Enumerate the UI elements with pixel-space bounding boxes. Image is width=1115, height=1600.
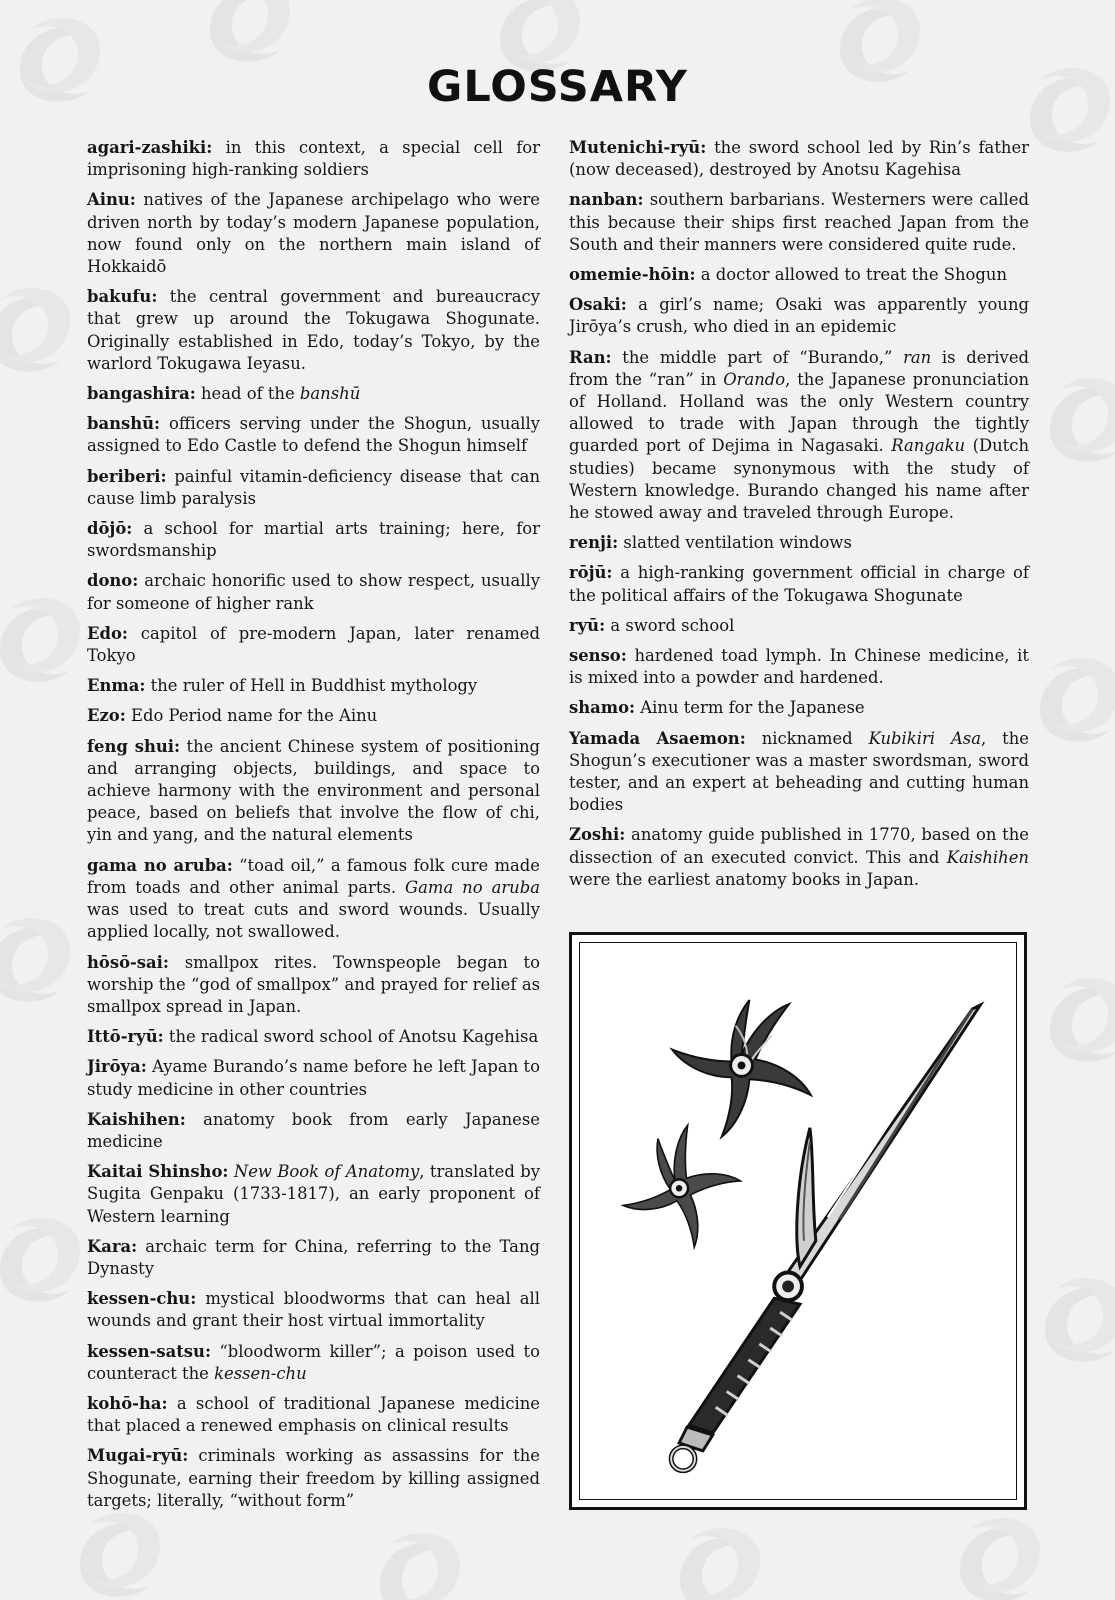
glossary-definition: a doctor allowed to treat the Shogun <box>695 265 1008 285</box>
glossary-term: Ainu: <box>87 190 136 210</box>
glossary-term: shamo: <box>569 698 636 718</box>
glossary-entry <box>569 562 1029 606</box>
glossary-term: Ittō-ryū: <box>87 1027 164 1047</box>
illustration-frame <box>579 942 1017 1500</box>
glossary-entry <box>569 189 1029 256</box>
glossary-term: nanban: <box>569 190 644 210</box>
glossary-definition: a sword school <box>605 615 735 635</box>
glossary-entry <box>87 1056 540 1100</box>
glossary-entry <box>87 1288 540 1332</box>
glossary-definition: , the Japanese pronunciation of Holland. Holland was the only Western country allowed to trade with Japan through the tightly guarded port of Dejima in Nagasaki. <box>569 369 1029 456</box>
glossary-term: ryū: <box>569 615 606 635</box>
glossary-entry <box>87 518 540 562</box>
glossary-definition: (Dutch studies) became synonymous with the study of Western knowledge. Burando changed his name after he stowed away and traveled through Europe. <box>569 436 1030 523</box>
glossary-definition: Ayame Burando’s name before he left Japan to study medicine in other countries <box>87 1057 540 1099</box>
glossary-definition: the ancient Chinese system of positioning and arranging objects, buildings, and space to achieve harmony with the environment and personal peace, based on beliefs that involve the flow of chi, yin and yang, and the natural elements <box>87 736 540 845</box>
glossary-definition: southern barbarians. Westerners were called this because their ships first reached Japan from the South and their manners were considered quite rude. <box>569 190 1029 254</box>
glossary-definition: natives of the Japanese archipelago who were driven north by today’s modern Japanese population, now found only on the northern main island of Hokkaidō <box>87 190 540 277</box>
glossary-term: banshū: <box>87 414 161 434</box>
glossary-definition: anatomy guide published in 1770, based on the dissection of an executed convict. This and <box>569 825 1029 867</box>
glossary-definition: officers serving under the Shogun, usually assigned to Edo Castle to defend the Shogun himself <box>87 414 540 456</box>
glossary-term: Jirōya: <box>87 1057 147 1077</box>
glossary-definition: the radical sword school of Anotsu Kagehisa <box>163 1027 539 1047</box>
glossary-definition: capitol of pre-modern Japan, later renamed Tokyo <box>87 623 540 666</box>
glossary-entry <box>87 1341 540 1385</box>
glossary-definition: Ainu term for the Japanese <box>635 698 865 718</box>
glossary-entry <box>569 615 1029 637</box>
glossary-column-right <box>569 137 1029 899</box>
glossary-term: bangashira: <box>87 384 196 404</box>
glossary-entry <box>87 736 540 847</box>
glossary-term: kessen-chu: <box>87 1289 197 1309</box>
glossary-entry <box>569 294 1029 338</box>
glossary-term: renji: <box>569 533 619 553</box>
glossary-definition: a school of traditional Japanese medicine that placed a renewed emphasis on clinical results <box>87 1393 540 1436</box>
glossary-definition: the middle part of “Burando,” <box>611 347 904 367</box>
glossary-entry <box>569 697 1029 719</box>
glossary-definition: painful vitamin-deficiency disease that can cause limb paralysis <box>87 466 540 508</box>
glossary-entry <box>87 675 540 697</box>
glossary-entry <box>87 383 540 405</box>
glossary-term: bakufu: <box>87 287 158 307</box>
glossary-entry <box>87 705 540 727</box>
glossary-term: Ezo: <box>87 706 126 726</box>
glossary-definition: the sword school led by Rin’s father (now deceased), destroyed by Anotsu Kagehisa <box>569 138 1029 180</box>
glossary-term: Yamada Asaemon: <box>569 728 746 748</box>
glossary-entry <box>87 1109 540 1153</box>
glossary-term: beriberi: <box>87 466 167 486</box>
glossary-definition: “toad oil,” a famous folk cure made from toads and other animal parts. <box>87 855 540 897</box>
glossary-term: feng shui: <box>87 736 181 756</box>
glossary-definition: Kaishihen <box>946 847 1029 867</box>
glossary-entry <box>87 1393 540 1437</box>
glossary-term: kohō-ha: <box>87 1393 168 1413</box>
glossary-definition: anatomy book from early Japanese medicine <box>87 1109 540 1151</box>
glossary-entry <box>87 466 540 510</box>
glossary-definition: banshū <box>299 384 361 404</box>
glossary-term: Mugai-ryū: <box>87 1446 189 1466</box>
glossary-term: Zoshi: <box>569 825 626 845</box>
glossary-definition: kessen-chu <box>214 1363 307 1383</box>
glossary-definition: nicknamed <box>745 728 869 748</box>
glossary-entry <box>87 623 540 667</box>
glossary-entry <box>569 645 1029 689</box>
glossary-definition: is derived from the “ran” in <box>569 347 1030 389</box>
glossary-entry <box>569 137 1029 181</box>
glossary-definition: Orando <box>723 369 786 389</box>
glossary-term: rōjū: <box>569 563 613 583</box>
glossary-term: agari-zashiki: <box>87 138 213 157</box>
glossary-entry <box>569 728 1029 817</box>
glossary-definition: archaic term for China, referring to the Tang Dynasty <box>87 1236 540 1278</box>
glossary-entry <box>569 347 1029 525</box>
shuriken-large-icon <box>672 1000 811 1137</box>
glossary-definition: mystical bloodworms that can heal all wounds and grant their host virtual immortality <box>87 1289 540 1331</box>
weapons-illustration <box>569 932 1027 1510</box>
glossary-entry <box>87 1026 540 1048</box>
glossary-definition: Rangaku <box>891 436 966 456</box>
glossary-term: Kaitai Shinsho: <box>87 1162 229 1182</box>
glossary-definition: Gama no aruba <box>405 877 540 897</box>
glossary-term: omemie-hōin: <box>569 265 696 285</box>
glossary-definition: in this context, a special cell for imprisoning high-ranking soldiers <box>87 138 540 180</box>
glossary-definition: , the Shogun’s executioner was a master swordsman, sword tester, and an expert at beheading and cutting human bodies <box>569 728 1029 815</box>
glossary-entry <box>87 137 540 181</box>
glossary-term: Mutenichi-ryū: <box>569 138 707 157</box>
glossary-term: Kaishihen: <box>87 1109 186 1129</box>
glossary-entry <box>87 1161 540 1228</box>
glossary-definition: head of the <box>195 384 300 404</box>
glossary-entry <box>87 1445 540 1512</box>
glossary-definition: a school for martial arts training; here, for swordsmanship <box>87 519 540 561</box>
glossary-term: Osaki: <box>569 295 627 315</box>
glossary-definition: Kubikiri Asa <box>868 728 981 748</box>
shuriken-and-sword-breaker-icon <box>580 943 1016 1499</box>
shuriken-small-icon <box>603 1113 758 1267</box>
glossary-term: Edo: <box>87 623 128 643</box>
glossary-definition: criminals working as assassins for the Shogunate, earning their freedom by killing assigned targets; literally, “without form” <box>87 1446 540 1510</box>
glossary-entry <box>569 532 1029 554</box>
glossary-definition: ran <box>903 347 932 367</box>
glossary-definition: , translated by Sugita Genpaku (1733-1817), an early proponent of Western learning <box>87 1162 540 1226</box>
glossary-term: kessen-satsu: <box>87 1341 212 1361</box>
glossary-column-left <box>87 137 540 1520</box>
glossary-term: senso: <box>569 646 627 666</box>
glossary-entry <box>87 570 540 614</box>
glossary-definition: the ruler of Hell in Buddhist mythology <box>145 676 478 696</box>
glossary-definition: slatted ventilation windows <box>618 533 852 553</box>
page-title: GLOSSARY <box>427 62 688 112</box>
glossary-term: dono: <box>87 571 139 591</box>
glossary-term: Kara: <box>87 1236 138 1256</box>
glossary-term: Enma: <box>87 676 146 696</box>
glossary-entry <box>569 824 1029 891</box>
glossary-definition: was used to treat cuts and sword wounds. Usually applied locally, not swallowed. <box>87 900 540 942</box>
glossary-entry <box>87 855 540 944</box>
glossary-term: gama no aruba: <box>87 855 233 875</box>
glossary-entry <box>87 1236 540 1280</box>
glossary-entry <box>87 952 540 1019</box>
glossary-definition: New Book of Anatomy <box>233 1162 420 1182</box>
glossary-definition: a high-ranking government official in charge of the political affairs of the Tokugawa Shogunate <box>569 563 1029 605</box>
glossary-entry <box>87 413 540 457</box>
glossary-definition: were the earliest anatomy books in Japan. <box>569 869 919 889</box>
glossary-entry <box>569 264 1029 286</box>
glossary-term: hōsō-sai: <box>87 952 169 972</box>
glossary-definition: Edo Period name for the Ainu <box>125 706 378 726</box>
glossary-term: dōjō: <box>87 519 133 539</box>
glossary-definition: smallpox rites. Townspeople began to worship the “god of smallpox” and prayed for relief as smallpox spread in Japan. <box>87 952 540 1016</box>
glossary-definition: archaic honorific used to show respect, usually for someone of higher rank <box>87 571 540 613</box>
glossary-term: Ran: <box>569 347 612 367</box>
glossary-definition: the central government and bureaucracy that grew up around the Tokugawa Shogunate. Originally established in Edo, today’s Tokyo, by the warlord Tokugawa Ieyasu. <box>87 287 540 373</box>
glossary-entry <box>87 189 540 278</box>
glossary-definition: “bloodworm killer”; a poison used to counteract the <box>87 1341 540 1383</box>
glossary-definition: hardened toad lymph. In Chinese medicine, it is mixed into a powder and hardened. <box>569 646 1029 688</box>
glossary-definition: a girl’s name; Osaki was apparently young Jirōya’s crush, who died in an epidemic <box>569 295 1029 337</box>
glossary-entry <box>87 286 540 375</box>
